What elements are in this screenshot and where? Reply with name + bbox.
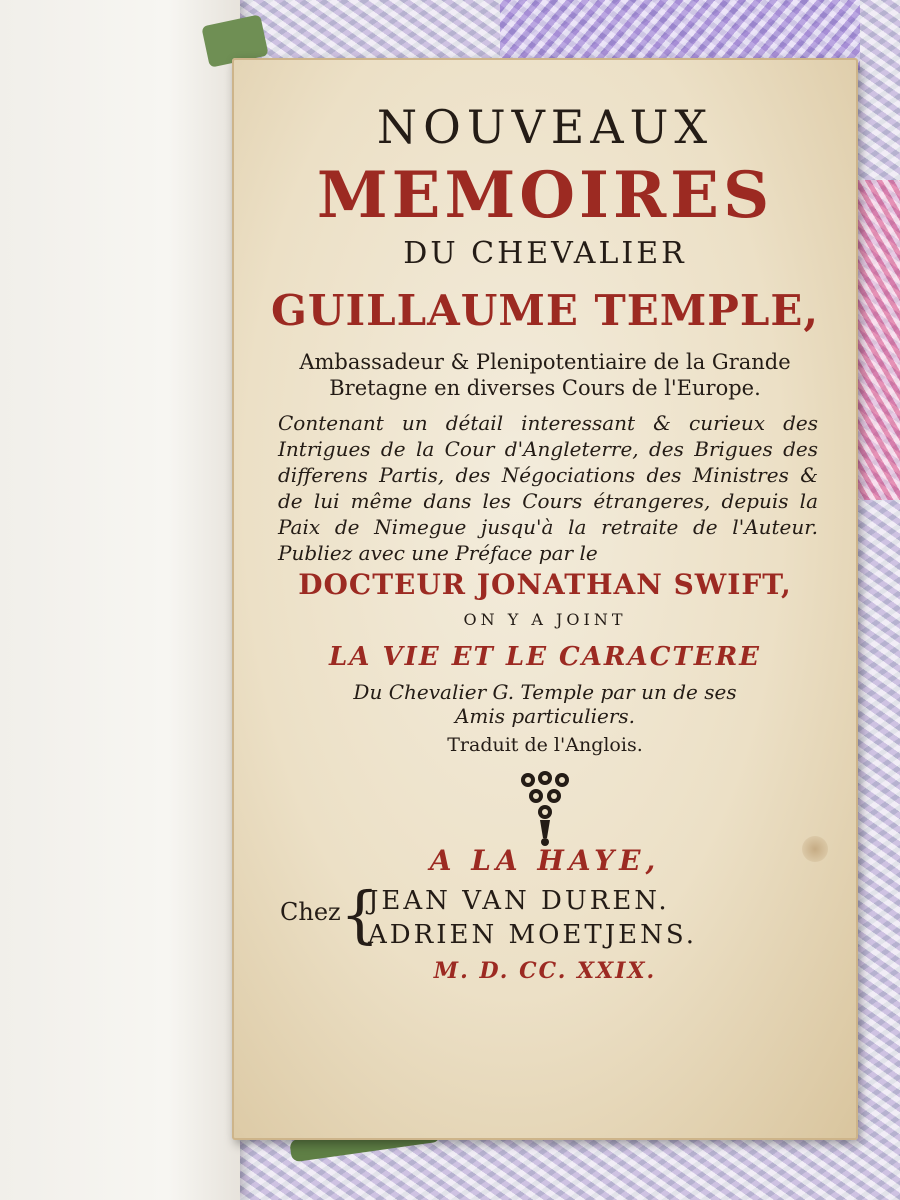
publisher-block — [280, 878, 820, 954]
translated-line: Traduit de l'Anglois. — [447, 734, 643, 756]
title-line-chevalier: DU CHEVALIER — [403, 236, 687, 271]
printers-ornament-icon — [500, 768, 590, 848]
vie-detail-line-2: Amis particuliers. — [454, 704, 636, 728]
place-line: A LA HAYE, — [429, 844, 661, 877]
title-page — [232, 58, 858, 1140]
publisher-names — [368, 884, 697, 952]
vie-detail-line — [232, 680, 858, 704]
chez-label: Chez — [280, 898, 341, 926]
vie-line: LA VIE ET LE CARACTERE — [328, 642, 761, 672]
joined-line: ON Y A JOINT — [463, 610, 627, 629]
author-line: DOCTEUR JONATHAN SWIFT, — [298, 568, 792, 601]
publisher-2: ADRIEN MOETJENS. — [368, 920, 698, 950]
subtitle-line-2: Bretagne en diverses Cours de l'Europe. — [329, 376, 761, 400]
brace-icon: { — [340, 878, 380, 951]
title-line-nouveaux: NOUVEAUX — [376, 100, 714, 154]
subtitle-line-1: Ambassadeur & Plenipotentiaire de la Grande — [299, 350, 791, 374]
title-line-name: GUILLAUME TEMPLE, — [270, 286, 820, 335]
book-cover-board — [0, 0, 240, 1200]
vie-detail-b: par un de ses — [600, 680, 737, 704]
publisher-1: JEAN VAN DUREN. — [368, 886, 670, 916]
description-paragraph: Contenant un détail interessant & curieux des Intrigues de la Cour d'Angleterre, des Brigues des differens Partis, des Négociations des Ministres & de lui même dans les Cours étrangeres, depuis la Paix de Nimegue jusqu'à la retraite de l'Auteur. Publiez avec une Préface par le — [278, 411, 818, 565]
year-line: M. D. CC. XXIX. — [433, 958, 657, 984]
title-line-memoires: MEMOIRES — [316, 158, 774, 233]
vie-detail-a: Du Chevalier G. Temple — [353, 680, 595, 704]
